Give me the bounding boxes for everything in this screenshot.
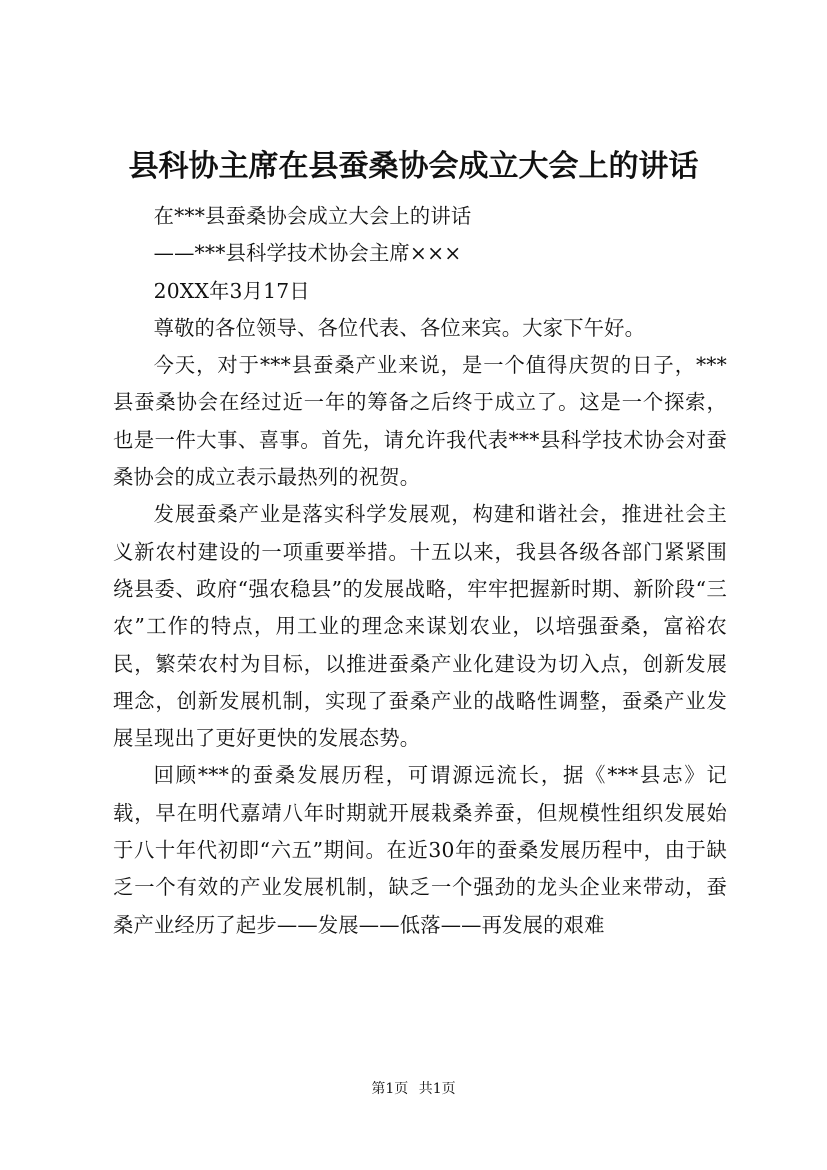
speech-heading: 在***县蚕桑协会成立大会上的讲话 [153, 204, 472, 228]
body-paragraph: 发展蚕桑产业是落实科学发展观，构建和谐社会，推进社会主义新农村建设的一项重要举措。十五以来，我县各级各部门紧紧围绕县委、政府“强农稳县”的发展战略，牢牢把握新时期、新阶段“三农”工作的特点，用工业的理念来谋划农业，以培强蚕桑，富裕农民，繁荣农村为目标，以推进蚕桑产业化建设为切入点，创新发展理念，创新发展机制，实现了蚕桑产业的战略性调整，蚕桑产业发展呈现出了更好更快的发展态势。 [113, 502, 727, 751]
page-footer [0, 1079, 827, 1099]
date-line: 20XX年3月17日 [153, 278, 310, 303]
document-body [113, 198, 727, 944]
page-count: 共1页 [418, 1081, 456, 1097]
body-paragraph: 今天，对于***县蚕桑产业来说，是一个值得庆贺的日子，***县蚕桑协会在经过近一年的筹备之后终于成立了。这是一个探索，也是一件大事、喜事。首先，请允许我代表***县科学技术协会对蚕桑协会的成立表示最热列的祝贺。 [113, 353, 727, 490]
greeting-paragraph: 尊敬的各位领导、各位代表、各位来宾。大家下午好。 [153, 315, 646, 340]
page-number: 第1页 [371, 1081, 409, 1097]
body-paragraph: 回顾***的蚕桑发展历程，可谓源远流长，据《***县志》记载，早在明代嘉靖八年时期就开展栽桑养蚕，但规模性组织发展始于八十年代初即“六五”期间。在近30年的蚕桑发展历程中，由于缺乏一个有效的产业发展机制，缺乏一个强劲的龙头企业来带动，蚕桑产业经历了起步——发展——低落——再发展的艰难 [113, 763, 727, 937]
speaker-line: ——***县科学技术协会主席××× [153, 241, 462, 266]
document-title: 县科协主席在县蚕桑协会成立大会上的讲话 [128, 149, 699, 184]
